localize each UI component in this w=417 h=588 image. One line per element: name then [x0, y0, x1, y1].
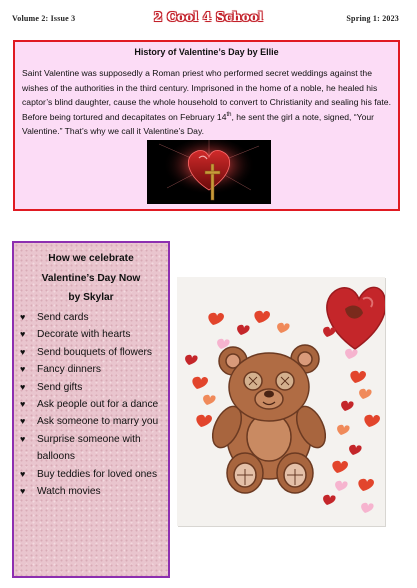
heart-bullet-icon: ♥	[20, 312, 26, 322]
heart-bullet-icon: ♥	[20, 346, 26, 357]
heart-bullet-icon: ♥	[20, 416, 26, 427]
list-item	[19, 396, 167, 413]
list-item-text: Send cards	[37, 312, 89, 323]
history-paragraph-part1: Saint Valentine was supposedly a Roman priest who performed secret weddings against the wishes of the authorities in the third century. Imprisoned in the home of a noble, he healed his captor’s blind daughter, cause the whole household to convert to Christianity and sealing his fate. Before being tortured and decapitates on February 14	[22, 68, 391, 122]
celebrate-list	[19, 309, 167, 500]
list-item	[19, 431, 167, 466]
celebrate-title-author: by Skylar	[68, 292, 114, 303]
teddy-bear-drawing	[177, 277, 385, 526]
history-paragraph-part2: , he sent the girl a note, signed, “Your Valentine.” That’s why we call it Valentine’s Day.	[22, 111, 375, 137]
list-item	[19, 326, 167, 343]
history-superscript: th	[226, 111, 232, 118]
list-item	[19, 413, 167, 430]
heart-with-cross-image	[147, 140, 271, 204]
heart-bullet-icon: ♥	[20, 468, 26, 479]
list-item	[19, 483, 167, 500]
list-item-text: Decorate with hearts	[37, 329, 131, 341]
list-item	[19, 361, 167, 378]
list-item-text: Send gifts	[37, 381, 83, 393]
celebrate-title	[14, 249, 168, 308]
term-label: Spring 1: 2023	[346, 14, 399, 23]
list-item-text: Watch movies	[37, 486, 101, 498]
issue-label: Volume 2: Issue 3	[12, 14, 76, 23]
celebrate-title-line: How we celebrate	[48, 253, 134, 264]
heart-bullet-icon: ♥	[20, 399, 26, 410]
heart-bullet-icon: ♥	[20, 381, 26, 392]
history-paragraph	[22, 66, 394, 139]
list-item-text: Surprise someone with balloons	[37, 433, 141, 463]
heart-bullet-icon: ♥	[20, 329, 26, 340]
list-item-text: Buy teddies for loved ones	[37, 468, 158, 480]
list-item	[19, 466, 167, 483]
list-item	[19, 344, 167, 361]
list-item	[19, 309, 167, 326]
masthead-title: 2 Cool 4 School	[153, 10, 264, 24]
heart-bullet-icon: ♥	[20, 364, 26, 375]
heart-bullet-icon: ♥	[20, 433, 26, 444]
celebrate-box	[12, 241, 170, 578]
celebrate-title-line: Valentine’s Day Now	[41, 272, 141, 284]
list-item-text: Ask people out for a dance	[37, 399, 159, 411]
list-item-text: Fancy dinners	[37, 364, 101, 376]
heart-bullet-icon: ♥	[20, 486, 26, 497]
list-item	[19, 379, 167, 396]
list-item-text: Ask someone to marry you	[37, 416, 159, 428]
list-item-text: Send bouquets of flowers	[37, 346, 152, 358]
history-title: History of Valentine’s Day by Ellie	[134, 47, 279, 57]
history-article	[13, 40, 400, 211]
